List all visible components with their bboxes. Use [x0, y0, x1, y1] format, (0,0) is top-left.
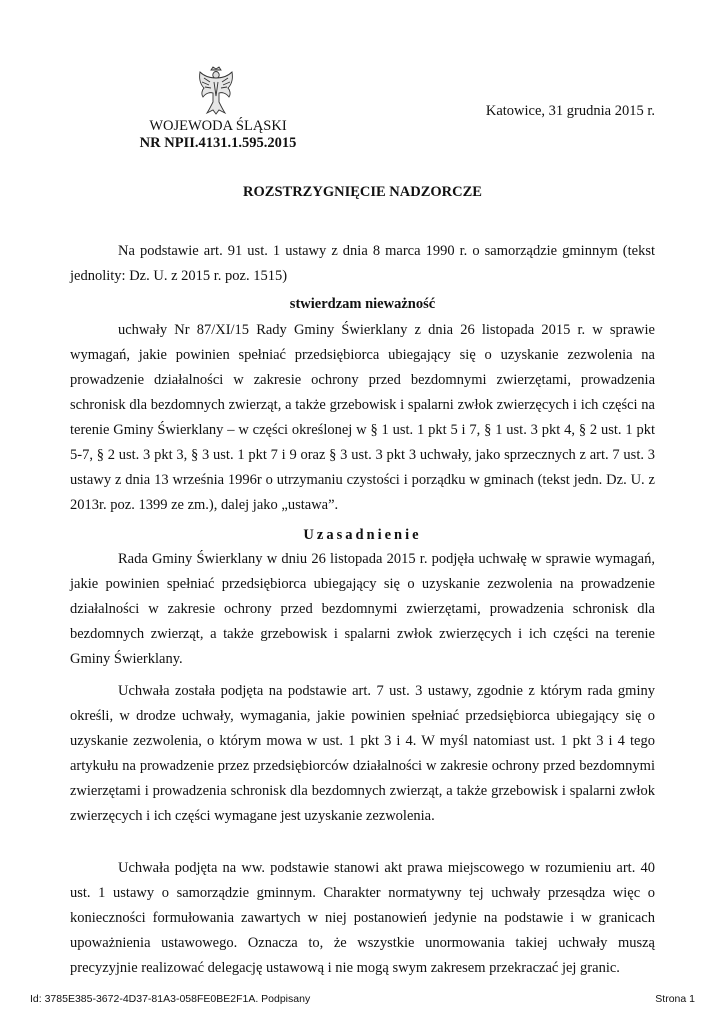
legal-basis-paragraph: Na podstawie art. 91 ust. 1 ustawy z dnia 8 marca 1990 r. o samorządzie gminnym (tekst jednolity: Dz. U. z 2015 r. poz. 1515) [70, 243, 655, 284]
document-number: NR NPII.4131.1.595.2015 [139, 135, 297, 151]
authority-name: WOJEWODA ŚLĄSKI [149, 118, 287, 134]
justification-paragraph-1: Rada Gminy Świerklany w dniu 26 listopada 2015 r. podjęła uchwałę w sprawie wymagań, jakie powinien spełniać przedsiębiorca ubiegający się o uzyskanie zezwolenia na prowadzenie działalności w zakresie ochrony przed bezdomnymi zwierzętami, prowadzenia schronisk dla bezdomnych zwierząt, a także grzebowisk i spalarni zwłok zwierzęcych i ich części na terenie Gminy Świerklany. [70, 551, 655, 667]
finding-heading: stwierdzam nieważność [289, 296, 436, 312]
justification-heading: Uzasadnienie [303, 527, 422, 543]
footer-page-number: Strona 1 [655, 993, 695, 1005]
document-title: ROZSTRZYGNIĘCIE NADZORCZE [243, 184, 482, 200]
footer-document-id: Id: 3785E385-3672-4D37-81A3-058FE0BE2F1A. Podpisany [30, 993, 311, 1005]
justification-paragraph-3: Uchwała podjęta na ww. podstawie stanowi akt prawa miejscowego w rozumieniu art. 40 ust. 1 ustawy o samorządzie gminnym. Charakter normatywny tej uchwały przesądza więc o konieczności formułowania zawartych w niej postanowień jedynie na podstawie i w granicach upoważnienia ustawowego. Oznacza to, że wszystkie unormowania takiej uchwały muszą precyzyjnie realizować delegację ustawową i nie mogą swym zakresem przekraczać jej granic. [70, 860, 655, 976]
place-date: Katowice, 31 grudnia 2015 r. [485, 103, 655, 119]
eagle-emblem-icon [196, 66, 236, 116]
finding-paragraph: uchwały Nr 87/XI/15 Rady Gminy Świerklany z dnia 26 listopada 2015 r. w sprawie wymagań, jakie powinien spełniać przedsiębiorca ubiegający się o uzyskanie zezwolenia na prowadzenie działalności w zakresie ochrony przed bezdomnymi zwierzętami, prowadzenia schronisk dla bezdomnych zwierząt, a także grzebowisk i spalarni zwłok zwierzęcych i ich części na terenie Gminy Świerklany – w części określonej w § 1 ust. 1 pkt 5 i 7, § 1 ust. 3 pkt 4, § 2 ust. 1 pkt 5-7, § 2 ust. 3 pkt 3, § 3 ust. 1 pkt 7 i 9 oraz § 3 ust. 3 pkt 3 uchwały, jako sprzecznych z art. 7 ust. 3 ustawy z dnia 13 września 1996r o utrzymaniu czystości i porządku w gminach (tekst jedn. Dz. U. z 2013r. poz. 1399 ze zm.), dalej jako „ustawa”. [70, 322, 655, 513]
justification-paragraph-2: Uchwała została podjęta na podstawie art. 7 ust. 3 ustawy, zgodnie z którym rada gminy określi, w drodze uchwały, wymagania, jakie powinien spełniać przedsiębiorca ubiegający się o uzyskanie zezwolenia, o którym mowa w ust. 1 pkt 3 i 4. W myśl natomiast ust. 1 pkt 3 i 4 tego artykułu na prowadzenie przez przedsiębiorców działalności w zakresie ochrony przed bezdomnymi zwierzętami i prowadzenia schronisk dla bezdomnych zwierząt, a także grzebowisk i spalarni zwłok zwierzęcych i ich części wymagane jest uzyskanie zezwolenia. [70, 683, 655, 824]
